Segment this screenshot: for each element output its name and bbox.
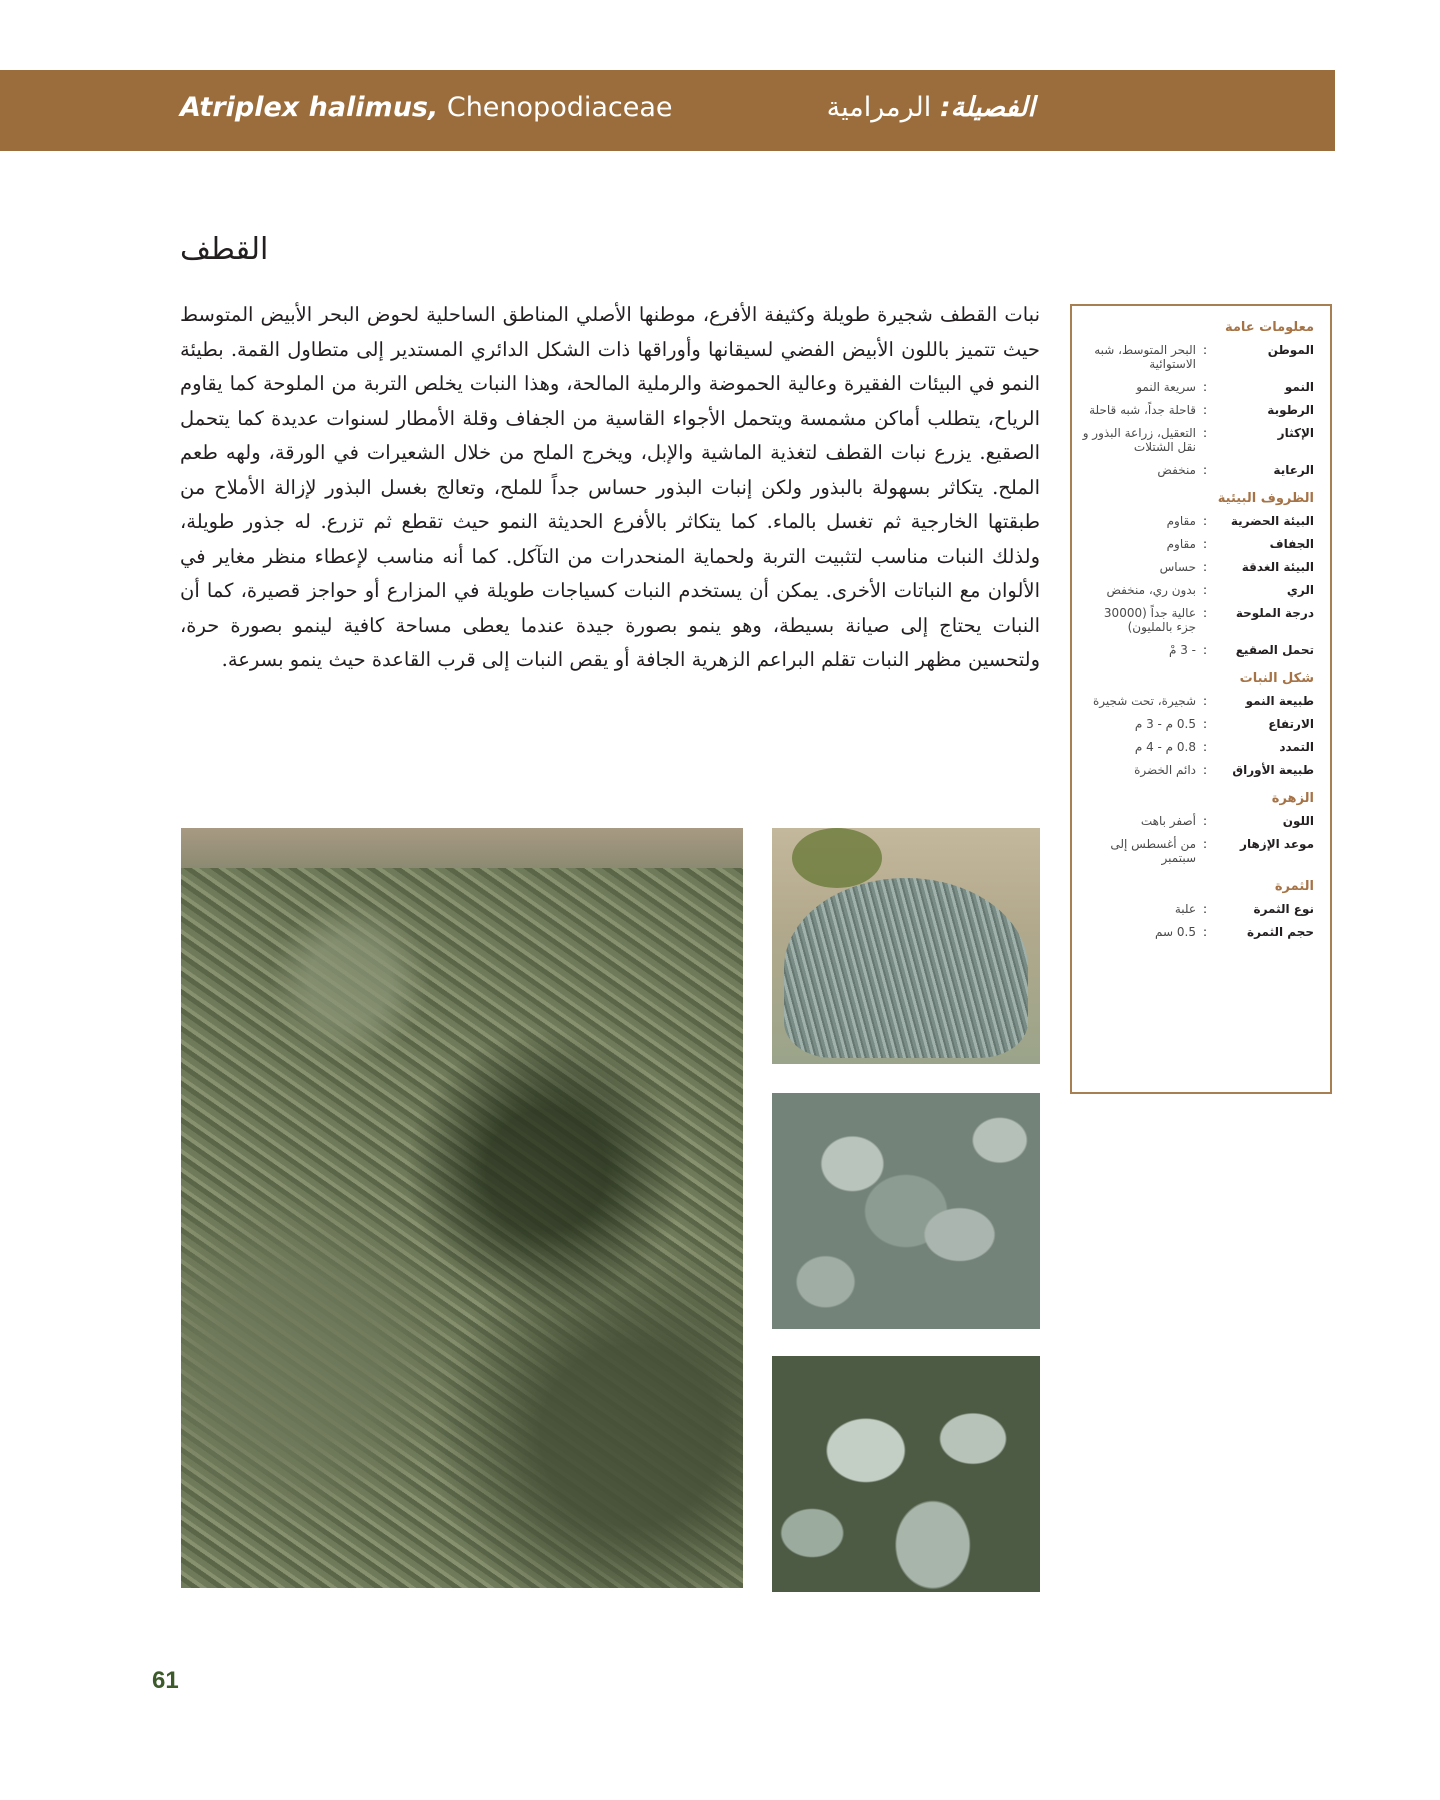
info-label: البيئة الغدقة <box>1241 560 1314 574</box>
info-section-heading: معلومات عامة <box>1224 320 1314 335</box>
info-row <box>1082 694 1314 708</box>
shrub-photo <box>772 828 1040 1064</box>
info-colon: : <box>1202 814 1208 828</box>
page-number: 61 <box>152 1667 179 1694</box>
background-tree <box>792 828 882 888</box>
info-row <box>1082 380 1314 394</box>
family-name-ar: الرمرامية <box>826 92 932 123</box>
plant-common-name: القطف <box>180 232 269 267</box>
info-label: البيئة الحضرية <box>1230 514 1314 528</box>
leaves-closeup-photo-1 <box>772 1093 1040 1329</box>
family-arabic-heading <box>827 92 1035 123</box>
info-label: الرطوبة <box>1267 403 1314 417</box>
info-label: درجة الملوحة <box>1235 606 1314 620</box>
info-value: - 3 مْ <box>1168 643 1196 657</box>
leaves-closeup-photo-2 <box>772 1356 1040 1592</box>
info-value: شجيرة، تحت شجيرة <box>1092 694 1196 708</box>
info-section <box>1072 791 1330 865</box>
info-label: الإكثار <box>1277 426 1314 440</box>
family-latin: Chenopodiaceae <box>446 92 673 123</box>
info-colon: : <box>1202 463 1208 477</box>
info-colon: : <box>1202 426 1208 440</box>
info-row <box>1082 606 1314 634</box>
info-row <box>1082 514 1314 528</box>
info-row <box>1082 537 1314 551</box>
species-name: Atriplex halimus, <box>180 92 439 123</box>
info-section-heading: الثمرة <box>1274 879 1314 894</box>
info-value: من أغسطس إلى سبتمبر <box>1110 837 1196 865</box>
hedge-photo <box>181 828 743 1588</box>
info-value: 0.5 م - 3 م <box>1134 717 1196 731</box>
info-value: 0.8 م - 4 م <box>1134 740 1196 754</box>
info-row <box>1082 583 1314 597</box>
info-section-heading: شكل النبات <box>1239 671 1314 686</box>
info-label: الارتفاع <box>1268 717 1314 731</box>
info-row <box>1082 902 1314 916</box>
info-row <box>1082 403 1314 417</box>
info-row <box>1082 463 1314 477</box>
info-colon: : <box>1202 837 1208 851</box>
info-value: بدون ري، منخفض <box>1106 583 1196 597</box>
info-value: حساس <box>1159 560 1196 574</box>
info-label: موعد الإزهار <box>1240 837 1314 851</box>
info-value: التعقيل، زراعة البذور و نقل الشتلات <box>1082 426 1196 454</box>
info-section-heading: الظروف البيئية <box>1217 491 1314 506</box>
info-section <box>1072 491 1330 657</box>
info-label: الرعاية <box>1273 463 1314 477</box>
latin-name-heading <box>180 92 673 123</box>
info-value: قاحلة جداً، شبه قاحلة <box>1089 403 1196 417</box>
info-colon: : <box>1202 740 1208 754</box>
plant-description: نبات القطف شجيرة طويلة وكثيفة الأفرع، موطنها الأصلي المناطق الساحلية لحوض البحر الأبيض المتوسط حيث تتميز باللون الأبيض الفضي لسيقانها وأوراقها ذات الشكل الدائري المستدير إلى متطاول القمة. بطيئة النمو في البيئات الفقيرة وعالية الحموضة والرملية المالحة، وهذا النبات يخلص التربة من الملوحة كما يقاوم الرياح، يتطلب أماكن مشمسة ويتحمل الأجواء القاسية من الجفاف وقلة الأمطار لسنوات عديدة كما يتحمل الصقيع. يزرع نبات القطف لتغذية الماشية والإبل، ويخرج الملح من خلال الشعيرات في الورقة، ولهه طعم الملح. يتكاثر بسهولة بالبذور ولكن إنبات البذور حساس جداً للملح، وتعالج بغسل البذور لإزالة الأملاح من طبقتها الخارجية ثم تغسل بالماء. كما يتكاثر بالأفرع الحديثة النمو حيث تقطع ثم تزرع. له جذور طويلة، ولذلك النبات مناسب لتثبيت التربة ولحماية المنحدرات من التآكل. كما أنه مناسب لإعطاء منظر مغاير في الألوان مع النباتات الأخرى. يمكن أن يستخدم النبات كسياجات طويلة في المزارع أو حواجز قصيرة، كما أن النبات يحتاج إلى صيانة بسيطة، وهو ينمو بصورة جيدة عندما يعطى مساحة كافية لينمو بصورة حرة، ولتحسين مظهر النبات تقلم البراعم الزهرية الجافة أو يقص النبات إلى قرب القاعدة حيث ينمو بسرعة. <box>180 303 1040 671</box>
info-value: أصفر باهت <box>1140 814 1196 828</box>
info-row <box>1082 925 1314 939</box>
info-row <box>1082 837 1314 865</box>
info-row <box>1082 426 1314 454</box>
info-colon: : <box>1202 606 1208 620</box>
info-label: طبيعة الأوراق <box>1232 763 1314 777</box>
hedge-photo-background <box>181 828 743 868</box>
info-label: تحمل الصقيع <box>1235 643 1314 657</box>
info-section <box>1072 671 1330 777</box>
info-value: منخفض <box>1157 463 1196 477</box>
info-section <box>1072 879 1330 939</box>
info-colon: : <box>1202 560 1208 574</box>
info-row <box>1082 717 1314 731</box>
plant-info-box <box>1070 304 1332 1094</box>
info-row <box>1082 343 1314 371</box>
info-value: البحر المتوسط، شبه الاستوائية <box>1094 343 1196 371</box>
info-value: سريعة النمو <box>1136 380 1196 394</box>
info-colon: : <box>1202 717 1208 731</box>
info-label: الموطن <box>1267 343 1314 357</box>
info-value: علبة <box>1174 902 1196 916</box>
info-row <box>1082 560 1314 574</box>
info-colon: : <box>1202 694 1208 708</box>
shrub-foliage <box>784 878 1028 1058</box>
info-colon: : <box>1202 902 1208 916</box>
info-label: طبيعة النمو <box>1245 694 1314 708</box>
info-section <box>1072 320 1330 477</box>
info-label: حجم الثمرة <box>1247 925 1314 939</box>
info-row <box>1082 740 1314 754</box>
info-value: مقاوم <box>1166 514 1196 528</box>
info-label: الري <box>1286 583 1314 597</box>
info-colon: : <box>1202 403 1208 417</box>
info-section-heading: الزهرة <box>1271 791 1314 806</box>
info-row <box>1082 763 1314 777</box>
family-label: الفصيلة: <box>939 92 1035 123</box>
info-colon: : <box>1202 380 1208 394</box>
info-label: الجفاف <box>1269 537 1314 551</box>
info-colon: : <box>1202 643 1208 657</box>
info-colon: : <box>1202 925 1208 939</box>
info-colon: : <box>1202 583 1208 597</box>
header-band <box>0 70 1335 151</box>
info-value: 0.5 سم <box>1155 925 1196 939</box>
info-row <box>1082 814 1314 828</box>
info-label: التمدد <box>1279 740 1314 754</box>
info-label: النمو <box>1284 380 1314 394</box>
info-label: اللون <box>1282 814 1314 828</box>
info-colon: : <box>1202 537 1208 551</box>
info-value: عالية جداً (30000 جزء بالمليون) <box>1103 606 1196 634</box>
info-row <box>1082 643 1314 657</box>
info-label: نوع الثمرة <box>1253 902 1314 916</box>
info-value: مقاوم <box>1166 537 1196 551</box>
info-colon: : <box>1202 514 1208 528</box>
info-colon: : <box>1202 343 1208 357</box>
info-colon: : <box>1202 763 1208 777</box>
info-value: دائم الخضرة <box>1134 763 1196 777</box>
